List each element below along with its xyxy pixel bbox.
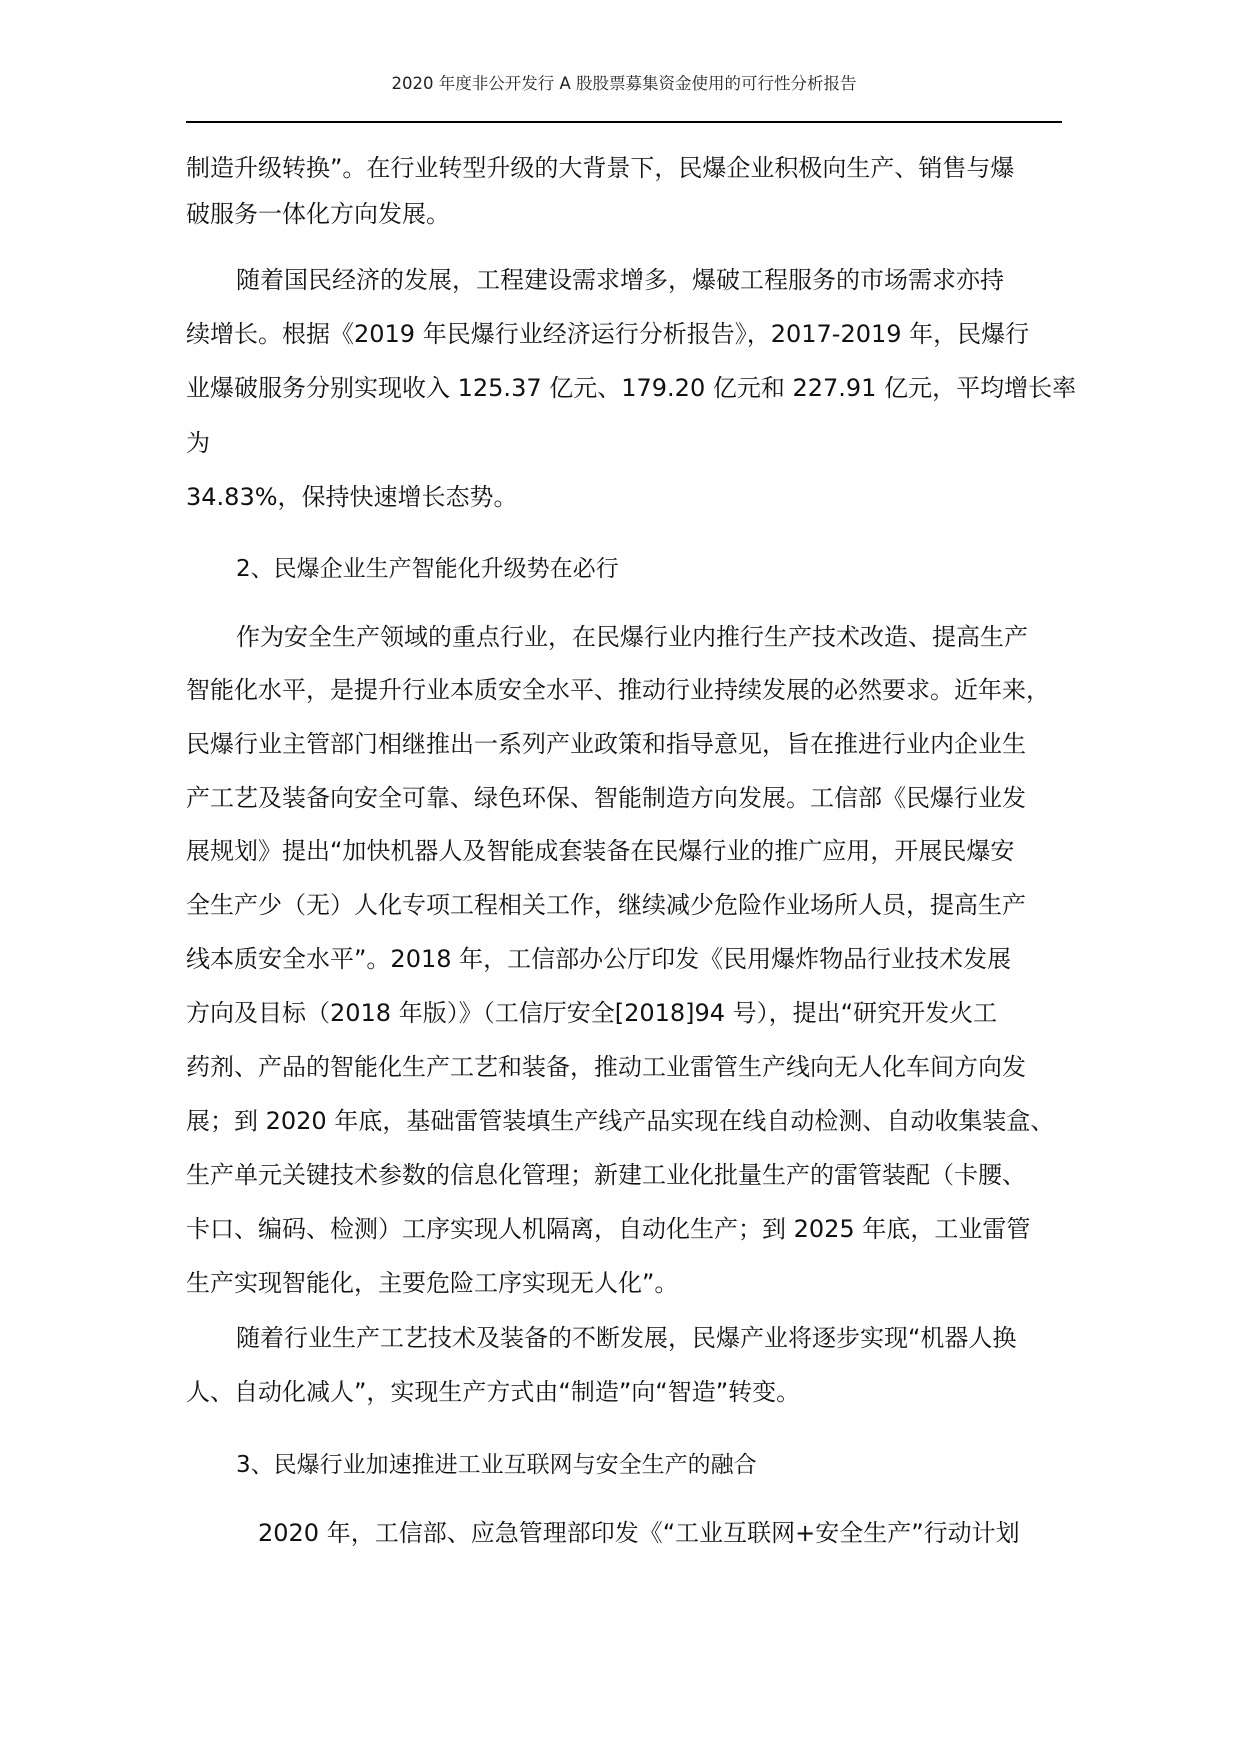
body-line: 2020 年，工信部、应急管理部印发《“工业互联网+安全生产”行动计划 xyxy=(258,1519,1020,1547)
body-line: 随着国民经济的发展，工程建设需求增多，爆破工程服务的市场需求亦持 xyxy=(236,266,1004,294)
body-line: 线本质安全水平”。2018 年，工信部办公厅印发《民用爆炸物品行业技术发展 xyxy=(186,945,1012,973)
page-header-title: 2020 年度非公开发行 A 股股票募集资金使用的可行性分析报告 xyxy=(391,74,857,93)
body-line: 全生产少（无）人化专项工程相关工作，继续减少危险作业场所人员，提高生产 xyxy=(186,891,1026,919)
body-line: 产工艺及装备向安全可靠、绿色环保、智能制造方向发展。工信部《民爆行业发 xyxy=(186,784,1026,812)
body-line: 随着行业生产工艺技术及装备的不断发展，民爆产业将逐步实现“机器人换 xyxy=(236,1324,1017,1352)
section-heading-3: 3、民爆行业加速推进工业互联网与安全生产的融合 xyxy=(236,1452,757,1478)
body-line: 智能化水平，是提升行业本质安全水平、推动行业持续发展的必然要求。近年来， xyxy=(186,676,1050,704)
body-line: 作为安全生产领域的重点行业，在民爆行业内推行生产技术改造、提高生产 xyxy=(236,623,1028,651)
body-line: 生产实现智能化，主要危险工序实现无人化”。 xyxy=(186,1269,679,1297)
body-line: 民爆行业主管部门相继推出一系列产业政策和指导意见，旨在推进行业内企业生 xyxy=(186,730,1026,758)
body-line: 34.83%，保持快速增长态势。 xyxy=(186,483,518,511)
body-line: 业爆破服务分别实现收入 125.37 亿元、179.20 亿元和 227.91 亿元，平均增长率 xyxy=(186,374,1077,402)
body-line: 生产单元关键技术参数的信息化管理；新建工业化批量生产的雷管装配（卡腰、 xyxy=(186,1161,1026,1189)
body-line: 续增长。根据《2019 年民爆行业经济运行分析报告》，2017-2019 年，民爆行 xyxy=(186,320,1030,348)
body-line: 方向及目标（2018 年版）》（工信厅安全[2018]94 号），提出“研究开发火工 xyxy=(186,999,998,1027)
section-heading-2: 2、民爆企业生产智能化升级势在必行 xyxy=(236,556,619,582)
body-line: 卡口、编码、检测）工序实现人机隔离，自动化生产；到 2025 年底，工业雷管 xyxy=(186,1215,1031,1243)
body-line: 展规划》提出“加快机器人及智能成套装备在民爆行业的推广应用，开展民爆安 xyxy=(186,837,1015,865)
body-line: 人、自动化减人”，实现生产方式由“制造”向“智造”转变。 xyxy=(186,1378,801,1406)
body-line: 为 xyxy=(186,429,210,457)
body-line: 药剂、产品的智能化生产工艺和装备，推动工业雷管生产线向无人化车间方向发 xyxy=(186,1053,1026,1081)
body-line: 制造升级转换”。在行业转型升级的大背景下，民爆企业积极向生产、销售与爆 xyxy=(186,154,1015,182)
body-line: 破服务一体化方向发展。 xyxy=(186,200,450,228)
header-divider xyxy=(186,121,1062,123)
body-line: 展；到 2020 年底，基础雷管装填生产线产品实现在线自动检测、自动收集装盒、 xyxy=(186,1107,1055,1135)
